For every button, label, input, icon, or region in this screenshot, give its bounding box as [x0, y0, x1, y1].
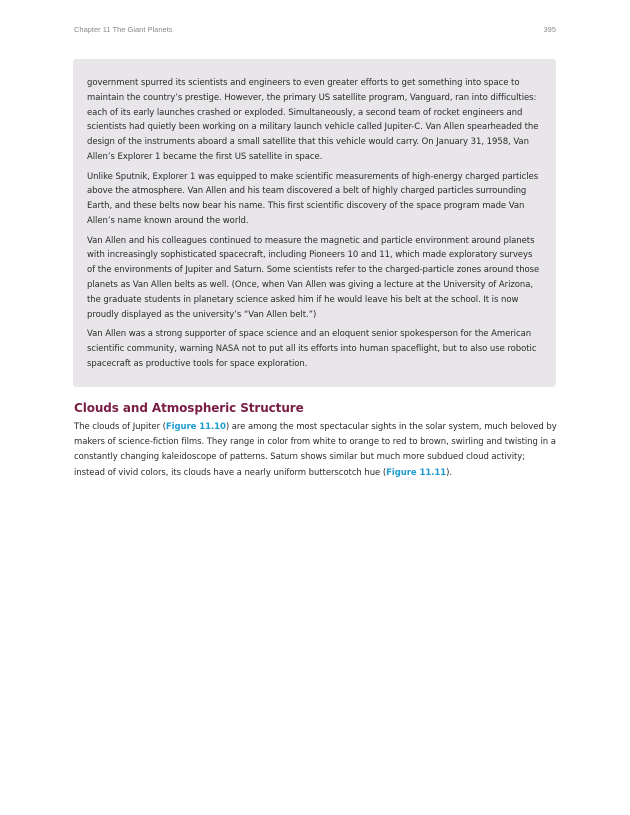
feature-paragraph-1: government spurred its scientists and engineers to even greater efforts to get something into space to maintain the country’s prestige. However, the primary US satellite program, Vanguard, ran into difficulties: each of its early launches crashed or exploded. Simultaneously, a second team of rocket engineers and scientists had quietly been working on a military launch vehicle called Jupiter-C. Van Allen spearheaded the design of the instruments aboard a small satellite that this vehicle would carry. On January 31, 1958, Van Allen’s Explorer 1 became the first US satellite in space. — [87, 78, 539, 162]
feature-box — [73, 59, 556, 387]
body-text-part-3: ). — [446, 467, 452, 478]
section-body — [74, 420, 557, 481]
body-text-part-2: ) are among the most spectacular sights in the solar system, much beloved by makers of science-fiction films. They range in color from white to orange to red to brown, swirling and twisting in a constantly changing kaleidoscope of patterns. Saturn shows similar but much more subdued cloud activity; instead of vivid colors, its clouds have a nearly uniform butterscotch hue ( — [74, 422, 557, 478]
feature-paragraph-3: Van Allen and his colleagues continued to measure the magnetic and particle environment around planets with increasingly sophisticated spacecraft, including Pioneers 10 and 11, which made exploratory surveys of the environments of Jupiter and Saturn. Some scientists refer to the charged-particle zones around those planets as Van Allen belts as well. (Once, when Van Allen was giving a lecture at the University of Arizona, the graduate students in planetary science asked him if he would leave his belt at the school. It is now proudly displayed as the university’s “Van Allen belt.”) — [87, 235, 540, 320]
chapter-title: Chapter 11 The Giant Planets — [74, 25, 173, 34]
feature-paragraph-4: Van Allen was a strong supporter of space science and an eloquent senior spokesperson for the American scientific community, warning NASA not to put all its efforts into human spaceflight, but to also use robotic spacecraft as productive tools for space exploration. — [87, 329, 537, 369]
figure-11-11-link[interactable]: Figure 11.11 — [386, 467, 447, 478]
section-heading: Clouds and Atmospheric Structure — [74, 401, 304, 415]
page-number: 395 — [543, 25, 556, 34]
feature-paragraph-2: Unlike Sputnik, Explorer 1 was equipped to make scientific measurements of high-energy charged particles above the atmosphere. Van Allen and his team discovered a belt of highly charged particles surrounding Earth, and these belts now bear his name. This first scientific discovery of the space program made Van Allen’s name known around the world. — [87, 171, 539, 226]
figure-11-10-link[interactable]: Figure 11.10 — [165, 422, 226, 432]
running-header — [74, 25, 556, 37]
body-text-part-1: The clouds of Jupiter ( — [74, 422, 166, 432]
